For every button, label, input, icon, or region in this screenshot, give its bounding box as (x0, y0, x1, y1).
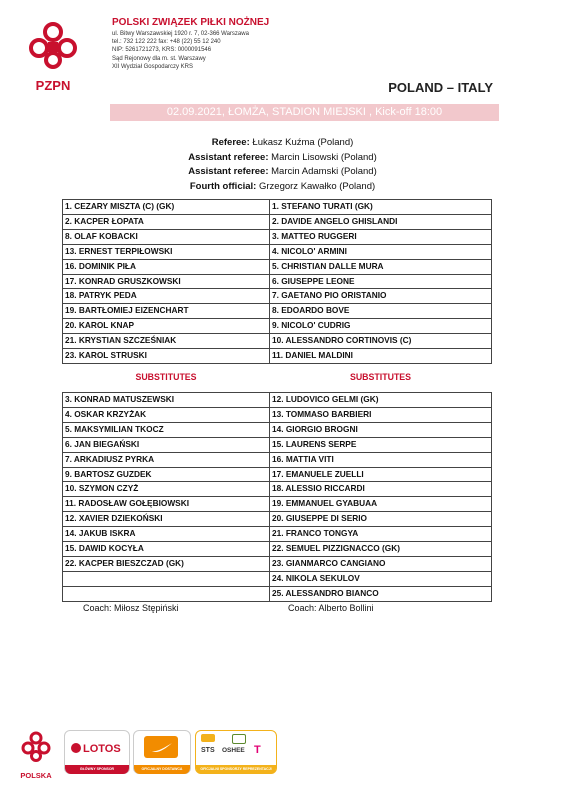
italy-player-cell: 22. SEMUEL PIZZIGNACCO (GK) (270, 542, 492, 557)
poland-coach: Coach: Miłosz Stępiński (83, 603, 179, 613)
table-row (63, 407, 492, 422)
org-line: Sąd Rejonowy dla m. st. Warszawy (112, 55, 206, 62)
italy-player-cell: 5. CHRISTIAN DALLE MURA (270, 259, 492, 274)
table-row (63, 319, 492, 334)
org-name: POLSKI ZWIĄZEK PIŁKI NOŻNEJ (112, 17, 270, 28)
table-row (63, 244, 492, 259)
poland-player-cell: 19. BARTŁOMIEJ EIZENCHART (63, 304, 270, 319)
table-row (63, 392, 492, 407)
poland-player-cell: 22. KACPER BIESZCZAD (GK) (63, 556, 270, 571)
table-row (63, 274, 492, 289)
italy-player-cell: 4. NICOLO' ARMINI (270, 244, 492, 259)
lineups-table (62, 199, 492, 602)
official-row (0, 151, 565, 166)
italy-player-cell: 7. GAETANO PIO ORISTANIO (270, 289, 492, 304)
table-row (63, 259, 492, 274)
match-banner: 02.09.2021, ŁOMŻA, STADION MIEJSKI , Kick-off 18:00 (110, 104, 499, 121)
poland-player-cell: 8. OLAF KOBACKI (63, 229, 270, 244)
italy-player-cell: 3. MATTEO RUGGERI (270, 229, 492, 244)
others-caption: OFICJALNI SPONSORZY REPREZENTACJI (196, 765, 276, 774)
polska-text: POLSKA (20, 771, 52, 780)
poland-substitutes-heading: SUBSTITUTES (63, 363, 270, 392)
italy-player-cell: 8. EDOARDO BOVE (270, 304, 492, 319)
lotos-name: LOTOS (83, 743, 121, 755)
nike-sponsor (133, 730, 191, 780)
poland-player-cell: 20. KAROL KNAP (63, 319, 270, 334)
italy-player-cell: 18. ALESSIO RICCARDI (270, 482, 492, 497)
italy-substitutes-heading: SUBSTITUTES (270, 363, 492, 392)
italy-player-cell: 25. ALESSANDRO BIANCO (270, 586, 492, 601)
poland-player-cell: 21. KRYSTIAN SZCZEŚNIAK (63, 334, 270, 349)
official-name: Marcin Lisowski (Poland) (271, 151, 377, 163)
poland-player-cell: 4. OSKAR KRZYŻAK (63, 407, 270, 422)
official-row (0, 136, 565, 151)
table-row (63, 586, 492, 601)
table-row (63, 571, 492, 586)
telekom-icon: T (254, 744, 261, 756)
table-row (63, 229, 492, 244)
oshee-logo: OSHEE (222, 747, 245, 754)
table-row (63, 497, 492, 512)
poland-player-cell: 11. RADOSŁAW GOŁĘBIOWSKI (63, 497, 270, 512)
match-title: POLAND – ITALY (388, 80, 493, 95)
table-row (63, 542, 492, 557)
italy-player-cell: 13. TOMMASO BARBIERI (270, 407, 492, 422)
italy-player-cell: 2. DAVIDE ANGELO GHISLANDI (270, 214, 492, 229)
poland-player-cell: 6. JAN BIEGAŃSKI (63, 437, 270, 452)
nike-swoosh-icon (144, 736, 178, 758)
poland-player-cell: 14. JAKUB ISKRA (63, 527, 270, 542)
italy-player-cell: 19. EMMANUEL GYABUAA (270, 497, 492, 512)
sts-logo: STS (201, 747, 215, 754)
italy-player-cell: 17. EMANUELE ZUELLI (270, 467, 492, 482)
pzpn-logo (22, 18, 84, 96)
official-name: Grzegorz Kawałko (Poland) (258, 180, 376, 192)
italy-player-cell: 11. DANIEL MALDINI (270, 349, 492, 364)
lotos-icon (71, 743, 81, 753)
table-row (63, 527, 492, 542)
org-line: XII Wydział Gospodarczy KRS (112, 63, 193, 70)
poland-player-cell: 23. KAROL STRUSKI (63, 349, 270, 364)
poland-player-cell: 1. CEZARY MISZTA (C) (GK) (63, 200, 270, 215)
italy-player-cell: 1. STEFANO TURATI (GK) (270, 200, 492, 215)
other-sponsors (195, 730, 277, 774)
poland-player-cell: 17. KONRAD GRUSZKOWSKI (63, 274, 270, 289)
sponsor-small-logo (201, 734, 215, 742)
table-row (63, 452, 492, 467)
poland-player-cell: 12. XAVIER DZIEKOŃSKI (63, 512, 270, 527)
poland-player-cell (63, 586, 270, 601)
table-row (63, 556, 492, 571)
poland-player-cell: 9. BARTOSZ GUZDEK (63, 467, 270, 482)
org-line: ul. Bitwy Warszawskiej 1920 r. 7, 02-366 Warszawa (112, 31, 249, 37)
table-row (63, 437, 492, 452)
officials-block (0, 136, 565, 194)
table-row (63, 289, 492, 304)
organization-header (112, 16, 269, 71)
poland-player-cell: 13. ERNEST TERPIŁOWSKI (63, 244, 270, 259)
italy-coach: Coach: Alberto Bollini (288, 603, 374, 613)
logo-text: PZPN (35, 78, 71, 93)
org-line: tel.: 732 122 222 fax: +48 (22) 55 12 240 (112, 39, 221, 46)
official-role: Fourth official: (189, 180, 257, 192)
official-row (0, 165, 565, 180)
sponsor-small-logo (232, 734, 246, 744)
italy-player-cell: 9. NICOLO' CUDRIG (270, 319, 492, 334)
polska-logo (18, 728, 54, 786)
italy-player-cell: 10. ALESSANDRO CORTINOVIS (C) (270, 334, 492, 349)
table-row (63, 422, 492, 437)
italy-player-cell: 6. GIUSEPPE LEONE (270, 274, 492, 289)
italy-player-cell: 21. FRANCO TONGYA (270, 527, 492, 542)
lotos-logo-text (71, 743, 121, 755)
table-row (63, 349, 492, 364)
italy-player-cell: 14. GIORGIO BROGNI (270, 422, 492, 437)
official-role: Referee: (211, 137, 250, 148)
poland-player-cell: 2. KACPER ŁOPATA (63, 214, 270, 229)
table-row (63, 214, 492, 229)
italy-player-cell: 24. NIKOLA SEKULOV (270, 571, 492, 586)
table-row (63, 304, 492, 319)
table-row (63, 512, 492, 527)
poland-player-cell (63, 571, 270, 586)
substitutes-header-row (63, 363, 492, 392)
official-name: Łukasz Kuźma (Poland) (252, 137, 354, 148)
italy-player-cell: 16. MATTIA VITI (270, 452, 492, 467)
poland-player-cell: 15. DAWID KOCYŁA (63, 542, 270, 557)
official-role: Assistant referee: (188, 166, 269, 177)
nike-badge (144, 736, 178, 758)
poland-player-cell: 10. SZYMON CZYŻ (63, 482, 270, 497)
lotos-caption: GŁÓWNY SPONSOR REPREZENTACJI (65, 765, 129, 774)
italy-player-cell: 15. LAURENS SERPE (270, 437, 492, 452)
table-row (63, 482, 492, 497)
table-row (63, 200, 492, 215)
poland-player-cell: 16. DOMINIK PIŁA (63, 259, 270, 274)
nike-caption: OFICJALNY DOSTAWCA SPRZĘTU SPORTOWEGO (134, 765, 190, 774)
poland-player-cell: 7. ARKADIUSZ PYRKA (63, 452, 270, 467)
lotos-sponsor (64, 730, 130, 780)
italy-player-cell: 12. LUDOVICO GELMI (GK) (270, 392, 492, 407)
poland-player-cell: 18. PATRYK PEDA (63, 289, 270, 304)
org-line: NIP: 5261721273, KRS: 0000091546 (112, 47, 212, 54)
official-role: Assistant referee: (188, 151, 269, 163)
table-row (63, 334, 492, 349)
poland-player-cell: 5. MAKSYMILIAN TKOCZ (63, 422, 270, 437)
italy-player-cell: 23. GIANMARCO CANGIANO (270, 556, 492, 571)
table-row (63, 467, 492, 482)
poland-player-cell: 3. KONRAD MATUSZEWSKI (63, 392, 270, 407)
official-row (0, 180, 565, 195)
italy-player-cell: 20. GIUSEPPE DI SERIO (270, 512, 492, 527)
official-name: Marcin Adamski (Poland) (271, 166, 377, 177)
